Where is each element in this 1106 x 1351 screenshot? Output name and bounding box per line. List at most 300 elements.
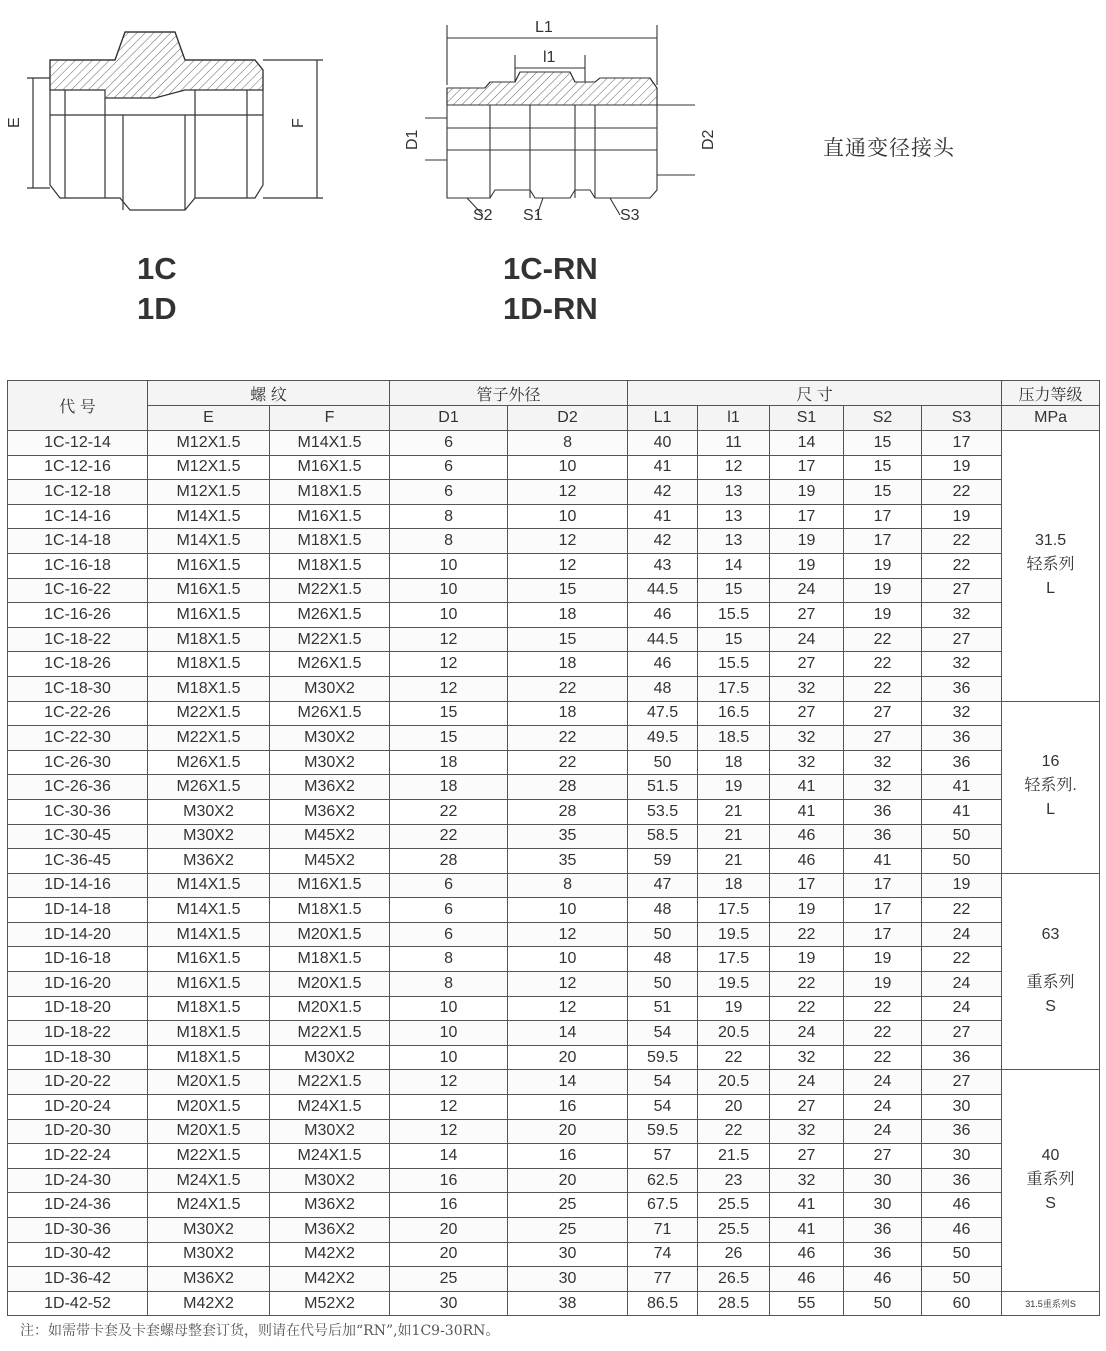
table-cell: 27 <box>844 701 922 726</box>
table-cell: 27 <box>770 701 844 726</box>
model-1d: 1D <box>137 291 177 326</box>
table-cell: 12 <box>390 676 508 701</box>
table-cell: 20.5 <box>698 1070 770 1095</box>
table-row <box>8 676 1100 701</box>
table-cell: 27 <box>922 578 1002 603</box>
label-l1-lower: l1 <box>543 49 556 66</box>
table-cell: 27 <box>922 627 1002 652</box>
table-cell: M18X1.5 <box>270 480 390 505</box>
table-cell: 15.5 <box>698 603 770 628</box>
header-tube-od: 管子外径 <box>390 381 628 406</box>
table-cell: 47.5 <box>628 701 698 726</box>
table-row <box>8 603 1100 628</box>
table-cell-code: 1D-14-20 <box>8 922 148 947</box>
table-cell: 36 <box>922 1168 1002 1193</box>
table-cell-code: 1C-18-22 <box>8 627 148 652</box>
model-1c: 1C <box>137 251 177 286</box>
label-e: E <box>6 117 23 128</box>
table-cell: 6 <box>390 922 508 947</box>
table-cell: 6 <box>390 431 508 456</box>
header-thread: 螺 纹 <box>148 381 390 406</box>
table-cell: 36 <box>922 1119 1002 1144</box>
table-cell: 19 <box>770 898 844 923</box>
table-cell: M36X2 <box>270 799 390 824</box>
table-row <box>8 1119 1100 1144</box>
table-cell: M22X1.5 <box>148 701 270 726</box>
table-cell-code: 1C-26-36 <box>8 775 148 800</box>
table-cell: 41 <box>628 455 698 480</box>
table-cell: M22X1.5 <box>270 578 390 603</box>
table-cell: 6 <box>390 898 508 923</box>
table-cell: 17 <box>844 873 922 898</box>
table-cell-code: 1C-12-14 <box>8 431 148 456</box>
table-cell: 18 <box>508 701 628 726</box>
table-cell: 10 <box>390 578 508 603</box>
table-cell: M14X1.5 <box>148 922 270 947</box>
table-cell: M30X2 <box>148 1218 270 1243</box>
table-cell: M30X2 <box>270 726 390 751</box>
table-cell: 17 <box>770 873 844 898</box>
table-cell: 28 <box>390 849 508 874</box>
table-cell: 22 <box>508 676 628 701</box>
table-cell: 17.5 <box>698 676 770 701</box>
table-cell: 19.5 <box>698 922 770 947</box>
table-cell: 22 <box>770 972 844 997</box>
pressure-rating-line: 轻系列. <box>1024 777 1077 795</box>
table-cell: 36 <box>844 1242 922 1267</box>
table-cell: M18X1.5 <box>148 996 270 1021</box>
table-cell-code: 1D-18-20 <box>8 996 148 1021</box>
table-cell: 12 <box>508 996 628 1021</box>
table-cell-code: 1D-20-30 <box>8 1119 148 1144</box>
table-row <box>8 1021 1100 1046</box>
table-cell: 27 <box>844 1144 922 1169</box>
table-cell: 36 <box>844 799 922 824</box>
table-cell: 36 <box>922 1045 1002 1070</box>
table-cell: M16X1.5 <box>148 947 270 972</box>
table-cell: 22 <box>844 1045 922 1070</box>
table-row <box>8 431 1100 456</box>
table-cell: M24X1.5 <box>148 1168 270 1193</box>
table-cell: M52X2 <box>270 1291 390 1316</box>
table-cell: M18X1.5 <box>270 529 390 554</box>
table-cell: 15 <box>508 578 628 603</box>
table-cell: M18X1.5 <box>270 947 390 972</box>
pressure-rating-cell <box>1002 701 1100 873</box>
table-cell: M42X2 <box>148 1291 270 1316</box>
table-cell: 12 <box>390 1095 508 1120</box>
table-cell: 12 <box>508 972 628 997</box>
table-row <box>8 726 1100 751</box>
table-cell: M24X1.5 <box>270 1144 390 1169</box>
table-cell-code: 1C-30-45 <box>8 824 148 849</box>
table-cell: 46 <box>770 824 844 849</box>
table-cell: 15 <box>844 431 922 456</box>
table-cell-code: 1C-18-26 <box>8 652 148 677</box>
table-cell: 21 <box>698 849 770 874</box>
table-cell: 19 <box>922 455 1002 480</box>
table-cell: M30X2 <box>270 1168 390 1193</box>
table-cell: 22 <box>390 799 508 824</box>
table-cell: M18X1.5 <box>148 652 270 677</box>
table-cell: 12 <box>698 455 770 480</box>
table-cell: 27 <box>770 603 844 628</box>
table-cell: 22 <box>922 553 1002 578</box>
table-cell: 27 <box>922 1021 1002 1046</box>
table-cell: 36 <box>922 726 1002 751</box>
table-cell: M30X2 <box>148 1242 270 1267</box>
table-row <box>8 996 1100 1021</box>
table-cell: 6 <box>390 455 508 480</box>
table-cell: M30X2 <box>270 676 390 701</box>
table-cell-code: 1D-14-16 <box>8 873 148 898</box>
table-cell: 26.5 <box>698 1267 770 1292</box>
table-cell: 12 <box>508 529 628 554</box>
table-row <box>8 824 1100 849</box>
table-cell: 26 <box>698 1242 770 1267</box>
table-cell: 28.5 <box>698 1291 770 1316</box>
table-cell: M30X2 <box>270 750 390 775</box>
table-cell: 17.5 <box>698 898 770 923</box>
table-cell: M16X1.5 <box>270 455 390 480</box>
table-cell: 17 <box>844 898 922 923</box>
table-cell: 32 <box>770 750 844 775</box>
table-row <box>8 972 1100 997</box>
table-cell: 74 <box>628 1242 698 1267</box>
table-row <box>8 1045 1100 1070</box>
table-cell: 15 <box>390 726 508 751</box>
pressure-rating-cell <box>1002 1291 1100 1316</box>
table-cell: 12 <box>508 553 628 578</box>
table-cell: 35 <box>508 849 628 874</box>
table-cell: 28 <box>508 775 628 800</box>
table-cell: 20 <box>508 1045 628 1070</box>
table-cell: 36 <box>922 676 1002 701</box>
label-s1: S1 <box>523 207 543 224</box>
table-cell: 8 <box>508 873 628 898</box>
pressure-rating-line <box>1002 948 1099 972</box>
table-cell: 43 <box>628 553 698 578</box>
subheader-s2: S2 <box>844 406 922 431</box>
table-cell: 32 <box>922 701 1002 726</box>
table-cell: M26X1.5 <box>270 652 390 677</box>
table-row <box>8 849 1100 874</box>
table-cell: 46 <box>628 652 698 677</box>
table-cell: 20 <box>508 1168 628 1193</box>
table-cell-code: 1C-14-16 <box>8 504 148 529</box>
table-cell: 24 <box>770 1021 844 1046</box>
page-title: 直通变径接头 <box>823 136 955 160</box>
pressure-rating-line: 重系列 <box>1026 973 1075 991</box>
table-cell: 47 <box>628 873 698 898</box>
table-cell: 24 <box>922 922 1002 947</box>
table-cell-code: 1C-12-18 <box>8 480 148 505</box>
table-cell: 50 <box>922 1242 1002 1267</box>
table-cell: 15.5 <box>698 652 770 677</box>
table-cell: 10 <box>508 947 628 972</box>
table-cell-code: 1C-16-22 <box>8 578 148 603</box>
table-cell: 32 <box>922 603 1002 628</box>
table-cell: 30 <box>844 1193 922 1218</box>
table-cell: 18.5 <box>698 726 770 751</box>
table-cell: 19 <box>844 972 922 997</box>
table-cell: 46 <box>922 1218 1002 1243</box>
table-cell: 8 <box>390 529 508 554</box>
table-row <box>8 480 1100 505</box>
table-cell: 6 <box>390 873 508 898</box>
table-cell-code: 1D-18-22 <box>8 1021 148 1046</box>
table-cell: 18 <box>698 750 770 775</box>
table-cell: 16.5 <box>698 701 770 726</box>
pressure-rating-line: S <box>1045 997 1056 1015</box>
table-cell: M22X1.5 <box>270 627 390 652</box>
subheader-l1: L1 <box>628 406 698 431</box>
table-cell: M42X2 <box>270 1242 390 1267</box>
table-cell-code: 1D-22-24 <box>8 1144 148 1169</box>
spec-table-body <box>8 431 1100 1316</box>
table-cell: 51 <box>628 996 698 1021</box>
table-cell: M36X2 <box>270 1218 390 1243</box>
table-cell: 41 <box>770 1193 844 1218</box>
table-cell: 32 <box>922 652 1002 677</box>
table-cell: 13 <box>698 529 770 554</box>
table-cell: 28 <box>508 799 628 824</box>
table-cell: M16X1.5 <box>148 972 270 997</box>
table-row <box>8 627 1100 652</box>
table-row <box>8 529 1100 554</box>
table-cell: M14X1.5 <box>148 529 270 554</box>
table-cell: 21 <box>698 799 770 824</box>
subheader-e: E <box>148 406 270 431</box>
table-cell: M20X1.5 <box>270 922 390 947</box>
table-cell: 19 <box>770 553 844 578</box>
table-cell: 30 <box>922 1144 1002 1169</box>
table-cell: 41 <box>922 775 1002 800</box>
table-cell: M12X1.5 <box>148 455 270 480</box>
table-cell: 30 <box>922 1095 1002 1120</box>
table-cell-code: 1C-16-26 <box>8 603 148 628</box>
pressure-rating-line: 63 <box>1041 925 1060 943</box>
table-cell: M18X1.5 <box>148 676 270 701</box>
table-cell: M42X2 <box>270 1267 390 1292</box>
table-cell: 22 <box>508 750 628 775</box>
table-cell: 22 <box>698 1119 770 1144</box>
table-cell: 24 <box>922 972 1002 997</box>
table-cell: M14X1.5 <box>270 431 390 456</box>
table-cell: 62.5 <box>628 1168 698 1193</box>
table-cell: 19 <box>922 873 1002 898</box>
subheader-s3: S3 <box>922 406 1002 431</box>
table-cell: 24 <box>770 1070 844 1095</box>
pressure-rating-cell <box>1002 1070 1100 1291</box>
table-cell: 8 <box>508 431 628 456</box>
table-cell: 86.5 <box>628 1291 698 1316</box>
table-cell: 22 <box>922 947 1002 972</box>
table-cell: 20 <box>390 1242 508 1267</box>
table-cell: 21 <box>698 824 770 849</box>
table-cell: 10 <box>390 1045 508 1070</box>
table-cell: M20X1.5 <box>148 1119 270 1144</box>
table-cell: M26X1.5 <box>148 775 270 800</box>
table-cell: 15 <box>844 480 922 505</box>
table-cell: 24 <box>844 1119 922 1144</box>
table-row <box>8 701 1100 726</box>
table-cell: M16X1.5 <box>270 504 390 529</box>
table-cell: M45X2 <box>270 849 390 874</box>
table-cell: 54 <box>628 1095 698 1120</box>
table-cell: M36X2 <box>270 1193 390 1218</box>
table-cell: 8 <box>390 947 508 972</box>
table-cell: 50 <box>628 750 698 775</box>
table-cell: 41 <box>770 1218 844 1243</box>
table-cell: 25.5 <box>698 1193 770 1218</box>
pressure-rating-line: 轻系列 <box>1026 555 1075 573</box>
table-cell-code: 1D-30-42 <box>8 1242 148 1267</box>
table-cell: 17 <box>770 504 844 529</box>
table-cell: 10 <box>390 1021 508 1046</box>
table-cell: 19 <box>844 578 922 603</box>
table-cell-code: 1C-14-18 <box>8 529 148 554</box>
table-cell: 30 <box>508 1242 628 1267</box>
table-cell: M16X1.5 <box>148 578 270 603</box>
table-row <box>8 455 1100 480</box>
table-cell: 48 <box>628 947 698 972</box>
table-cell: 46 <box>770 1267 844 1292</box>
table-cell: 16 <box>508 1144 628 1169</box>
table-cell: M14X1.5 <box>148 504 270 529</box>
table-cell: 54 <box>628 1070 698 1095</box>
subheader-l1-small: l1 <box>698 406 770 431</box>
table-cell: M18X1.5 <box>148 627 270 652</box>
pressure-rating-line: L <box>1046 579 1056 597</box>
table-cell: 24 <box>922 996 1002 1021</box>
subheader-d2: D2 <box>508 406 628 431</box>
table-cell: M26X1.5 <box>270 603 390 628</box>
table-cell: 41 <box>844 849 922 874</box>
table-cell: 36 <box>922 750 1002 775</box>
table-cell: 18 <box>508 652 628 677</box>
table-cell: 44.5 <box>628 578 698 603</box>
pressure-rating-line: 16 <box>1041 753 1060 771</box>
table-cell: 11 <box>698 431 770 456</box>
pressure-rating-line: 40 <box>1041 1146 1060 1164</box>
table-cell: 20 <box>508 1119 628 1144</box>
table-cell: 22 <box>770 996 844 1021</box>
table-cell-code: 1C-22-30 <box>8 726 148 751</box>
table-cell-code: 1D-36-42 <box>8 1267 148 1292</box>
table-cell: 71 <box>628 1218 698 1243</box>
table-cell: M36X2 <box>148 849 270 874</box>
table-cell: 19 <box>698 996 770 1021</box>
subheader-mpa: MPa <box>1002 406 1100 431</box>
table-cell: M16X1.5 <box>148 553 270 578</box>
table-cell: 54 <box>628 1021 698 1046</box>
table-cell: 50 <box>628 922 698 947</box>
table-cell: 25 <box>508 1193 628 1218</box>
table-cell: 19 <box>698 775 770 800</box>
table-cell-code: 1D-16-20 <box>8 972 148 997</box>
table-cell: M22X1.5 <box>270 1070 390 1095</box>
table-cell: 60 <box>922 1291 1002 1316</box>
table-cell: M18X1.5 <box>270 898 390 923</box>
table-cell: 14 <box>390 1144 508 1169</box>
table-cell: 25.5 <box>698 1218 770 1243</box>
label-d2: D2 <box>700 129 717 150</box>
table-cell: 14 <box>508 1070 628 1095</box>
table-cell: 32 <box>770 1119 844 1144</box>
table-cell-code: 1D-14-18 <box>8 898 148 923</box>
table-cell: 41 <box>770 799 844 824</box>
table-cell: M14X1.5 <box>148 898 270 923</box>
table-cell: M24X1.5 <box>270 1095 390 1120</box>
table-cell-code: 1C-16-18 <box>8 553 148 578</box>
table-cell: 10 <box>508 504 628 529</box>
table-row <box>8 750 1100 775</box>
table-cell: M20X1.5 <box>270 972 390 997</box>
table-cell: 8 <box>390 504 508 529</box>
table-cell-code: 1C-12-16 <box>8 455 148 480</box>
table-cell: M36X2 <box>270 775 390 800</box>
table-cell: M18X1.5 <box>148 1045 270 1070</box>
table-cell: 59 <box>628 849 698 874</box>
table-cell: 24 <box>844 1070 922 1095</box>
table-cell: 6 <box>390 480 508 505</box>
subheader-s1: S1 <box>770 406 844 431</box>
table-cell: 17 <box>770 455 844 480</box>
table-cell: 30 <box>844 1168 922 1193</box>
table-cell: 22 <box>922 480 1002 505</box>
table-cell: 12 <box>390 652 508 677</box>
table-cell: M18X1.5 <box>148 1021 270 1046</box>
table-cell-code: 1D-42-52 <box>8 1291 148 1316</box>
table-cell: 22 <box>770 922 844 947</box>
table-row <box>8 553 1100 578</box>
table-cell: 35 <box>508 824 628 849</box>
table-cell: 32 <box>770 726 844 751</box>
table-cell: 50 <box>844 1291 922 1316</box>
table-cell: 30 <box>508 1267 628 1292</box>
table-cell: M30X2 <box>148 824 270 849</box>
table-cell: 32 <box>770 1168 844 1193</box>
table-row <box>8 898 1100 923</box>
table-cell-code: 1C-26-30 <box>8 750 148 775</box>
table-cell: 20 <box>698 1095 770 1120</box>
table-cell: 46 <box>770 1242 844 1267</box>
table-cell: M26X1.5 <box>148 750 270 775</box>
table-cell: 22 <box>390 824 508 849</box>
table-cell: 32 <box>844 750 922 775</box>
table-cell: 50 <box>922 824 1002 849</box>
table-cell: 32 <box>770 1045 844 1070</box>
table-cell: 77 <box>628 1267 698 1292</box>
header-code: 代 号 <box>8 381 148 431</box>
spec-table <box>7 380 1100 1316</box>
table-cell: 57 <box>628 1144 698 1169</box>
table-cell: 20.5 <box>698 1021 770 1046</box>
table-cell-code: 1D-30-36 <box>8 1218 148 1243</box>
table-cell: 41 <box>628 504 698 529</box>
table-cell: 19 <box>844 947 922 972</box>
table-cell: 23 <box>698 1168 770 1193</box>
table-cell: 10 <box>390 603 508 628</box>
table-cell: 46 <box>922 1193 1002 1218</box>
table-cell: 50 <box>922 849 1002 874</box>
table-cell: 13 <box>698 504 770 529</box>
table-cell: 17.5 <box>698 947 770 972</box>
table-cell: 30 <box>390 1291 508 1316</box>
table-cell: 18 <box>390 750 508 775</box>
table-cell: 18 <box>698 873 770 898</box>
